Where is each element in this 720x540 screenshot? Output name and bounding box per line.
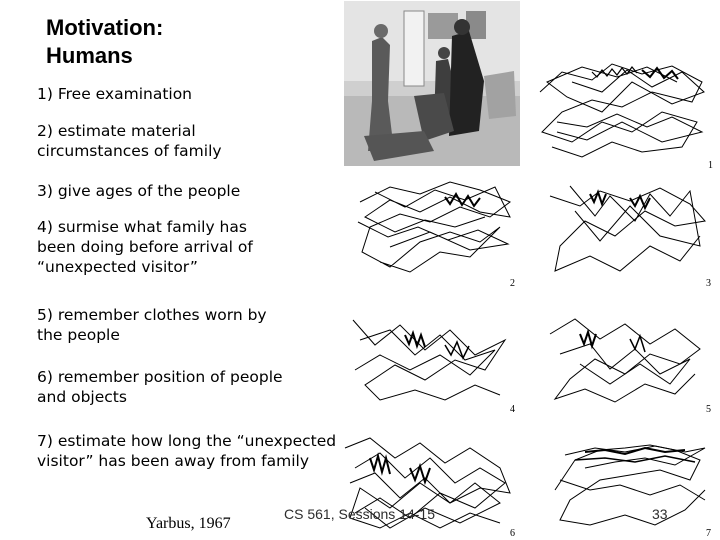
task-item-3: 3) give ages of the people	[37, 182, 241, 200]
panel-label-2: 2	[510, 278, 515, 289]
panel-label-4: 4	[510, 404, 515, 415]
scanpath-panel-2	[350, 172, 518, 290]
scanpath-panel-7	[545, 430, 713, 538]
scanpath-panel-4	[345, 300, 515, 412]
panel-label-3: 3	[706, 278, 711, 289]
scanpath-panel-3	[540, 176, 712, 288]
panel-label-1: 1	[708, 160, 713, 171]
slide-footer: CS 561, Sessions 14-15	[284, 506, 435, 522]
panel-label-7: 7	[706, 528, 711, 539]
title-line-1: Motivation:	[46, 15, 164, 40]
task-item-7: 7) estimate how long the “unexpected visitor” has been away from family	[37, 432, 337, 470]
task-item-6: 6) remember position of people and objects	[37, 368, 283, 406]
task-item-5: 5) remember clothes worn by the people	[37, 306, 267, 344]
citation: Yarbus, 1967	[146, 515, 231, 532]
page-number: 33	[652, 506, 668, 522]
panel-label-5: 5	[706, 404, 711, 415]
scanpath-panel-5	[540, 304, 710, 412]
painting-image	[344, 1, 520, 166]
title-line-2: Humans	[46, 43, 133, 68]
slide-title	[46, 14, 163, 70]
task-item-1: 1) Free examination	[37, 85, 193, 103]
task-item-4: 4) surmise what family has been doing before arrival of “unexpected visitor”	[37, 218, 253, 276]
panel-label-6: 6	[510, 528, 515, 539]
scanpath-panel-1	[532, 52, 714, 170]
task-item-2: 2) estimate material circumstances of family	[37, 122, 222, 160]
